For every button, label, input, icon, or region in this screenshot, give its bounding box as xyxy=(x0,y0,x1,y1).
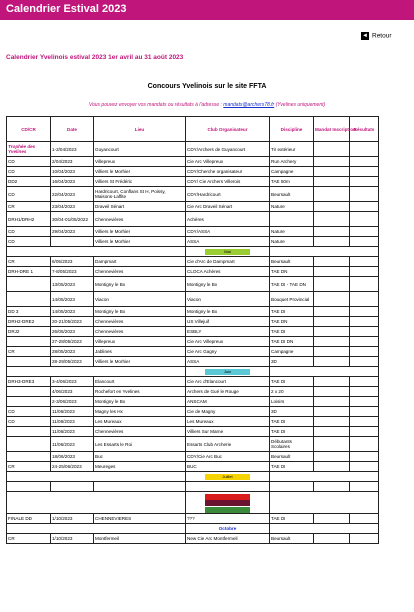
cell-club: CDY/Cherche organisateur xyxy=(186,167,270,177)
calendar-subtitle: Calendrier Yvelinois estival 2023 1er avril au 31 août 2023 xyxy=(6,54,184,61)
notice-text: Vous pouvez envoyer vos mandats ou résultats à l'adresse : xyxy=(88,102,224,108)
cell-club: CLOCA Achères xyxy=(186,267,270,277)
cell-cdcr: DRH1/DRH2 xyxy=(7,212,51,227)
cell-resultats[interactable] xyxy=(350,327,379,337)
cell-date: 10/04/2023 xyxy=(51,167,94,177)
cell-club: CDY/ASSA xyxy=(186,227,270,237)
cell-discipline xyxy=(270,482,314,492)
month-band-cell xyxy=(186,247,270,257)
cell-mandat[interactable] xyxy=(314,187,350,202)
month-band-bar: Mai xyxy=(205,249,250,255)
table-row xyxy=(7,327,379,337)
month-band-cell xyxy=(186,472,270,482)
col-date-header: Date xyxy=(51,117,94,142)
cell-mandat[interactable] xyxy=(314,317,350,327)
cell-club: Cie d'Arc de Dampmart xyxy=(186,257,270,267)
cell-club: Cie Arc d'Elancourt xyxy=(186,377,270,387)
cell-club: Montigny le Bx xyxy=(186,307,270,317)
cell-date xyxy=(51,237,94,247)
cell-resultats[interactable] xyxy=(350,142,379,157)
cell-lieu: Villiers le Morhier xyxy=(94,167,186,177)
cell-resultats[interactable] xyxy=(350,212,379,227)
month-band-cell xyxy=(186,492,270,514)
cell-mandat[interactable] xyxy=(314,377,350,387)
cell-cdcr: CD xyxy=(7,407,51,417)
table-row xyxy=(7,437,379,452)
cell-cdcr xyxy=(7,277,51,292)
cell-discipline: TAE DI xyxy=(270,327,314,337)
cell-mandat[interactable] xyxy=(314,407,350,417)
cell-mandat[interactable] xyxy=(314,212,350,227)
cell-lieu: Villiers le Morhier xyxy=(94,237,186,247)
cell-cdcr: CR xyxy=(7,202,51,212)
cell-resultats[interactable] xyxy=(350,452,379,462)
cell-lieu: Montigny le Bx xyxy=(94,397,186,407)
back-label: Retour xyxy=(372,32,392,40)
cell-club: US Villejuif xyxy=(186,317,270,327)
cell-discipline: Beursault xyxy=(270,187,314,202)
cell-mandat[interactable] xyxy=(314,417,350,427)
cell-discipline: Nature xyxy=(270,227,314,237)
cell-resultats[interactable] xyxy=(350,202,379,212)
cell-resultats[interactable] xyxy=(350,397,379,407)
cell-lieu: Buc xyxy=(94,452,186,462)
cell-cdcr: CD xyxy=(7,237,51,247)
cell-date: 11/06/2023 xyxy=(51,427,94,437)
cell-date: 26/05/2023 xyxy=(51,327,94,337)
cell-club: Cie Arc Villepreux xyxy=(186,337,270,347)
cell-date: 1-2/04/2023 xyxy=(51,142,94,157)
cell-club xyxy=(186,482,270,492)
cell-discipline: Campagne xyxy=(270,167,314,177)
table-row xyxy=(7,514,379,524)
cell-date: 22/04/2023 xyxy=(51,187,94,202)
cell-discipline: TAE DI - TAE DN xyxy=(270,277,314,292)
back-arrow-icon: ◄ xyxy=(362,33,368,39)
cell-cdcr: CD xyxy=(7,417,51,427)
month-band-row xyxy=(7,472,379,482)
cell-discipline: 2 x 20 xyxy=(270,387,314,397)
table-header-row xyxy=(7,117,379,142)
table-row xyxy=(7,347,379,357)
cell-lieu: Villiers St Frédéric xyxy=(94,177,186,187)
cell-resultats[interactable] xyxy=(350,514,379,524)
cell-resultats[interactable] xyxy=(350,427,379,437)
cell-discipline: Tir extérieur xyxy=(270,142,314,157)
cell-mandat[interactable] xyxy=(314,307,350,317)
cell-mandat[interactable] xyxy=(314,227,350,237)
cell-club: Montigny le Bx xyxy=(186,277,270,292)
table-body xyxy=(7,142,379,544)
table-row xyxy=(7,377,379,387)
table-row xyxy=(7,337,379,347)
cell-lieu: Montigny le Bx xyxy=(94,307,186,317)
col-club-header: Club Organisateur xyxy=(186,117,270,142)
cell-cdcr: CR xyxy=(7,347,51,357)
cell-lieu: Magny les Hx xyxy=(94,407,186,417)
table-row xyxy=(7,202,379,212)
notice-suffix: (Yvelines uniquement) xyxy=(274,102,326,108)
table-row xyxy=(7,387,379,397)
cell-mandat[interactable] xyxy=(314,462,350,472)
cell-date: 30/04-01/05/2022 xyxy=(51,212,94,227)
month-band-row xyxy=(7,367,379,377)
table-row xyxy=(7,167,379,177)
cell-cdcr: DRJ2 xyxy=(7,327,51,337)
col-mandat-header: Mandat Inscription xyxy=(314,117,350,142)
cell-discipline: TAE DN xyxy=(270,317,314,327)
band-spacer xyxy=(270,472,379,482)
table-row xyxy=(7,417,379,427)
cell-mandat[interactable] xyxy=(314,452,350,462)
cell-lieu: Villiers le Morhier xyxy=(94,227,186,237)
section-title: Concours Yvelinois sur le site FFTA xyxy=(147,83,267,90)
cell-discipline: TAE DI xyxy=(270,307,314,317)
cell-cdcr: CR xyxy=(7,462,51,472)
cell-date xyxy=(51,482,94,492)
cell-discipline: TAE DI xyxy=(270,514,314,524)
month-band-cell xyxy=(186,367,270,377)
table-row xyxy=(7,142,379,157)
cell-date: 23/04/2023 xyxy=(51,202,94,212)
cell-club: ANSCAM xyxy=(186,397,270,407)
table-row xyxy=(7,397,379,407)
cell-lieu: Hardricourt, Conflans St H, Poissy, Maisons-Laffite xyxy=(94,187,186,202)
cell-date: 11/06/2023 xyxy=(51,417,94,427)
cell-date: 4/06/2023 xyxy=(51,387,94,397)
cell-cdcr: CD xyxy=(7,157,51,167)
month-label: Octobre xyxy=(186,524,270,534)
band-spacer xyxy=(270,524,379,534)
cell-lieu: Elancourt xyxy=(94,377,186,387)
cell-resultats[interactable] xyxy=(350,267,379,277)
cell-resultats[interactable] xyxy=(350,482,379,492)
cell-cdcr xyxy=(7,387,51,397)
cell-lieu: Jablines xyxy=(94,347,186,357)
cell-date: 6/05/2023 xyxy=(51,257,94,267)
cell-club: Viacon xyxy=(186,292,270,307)
cell-mandat[interactable] xyxy=(314,177,350,187)
table-row xyxy=(7,157,379,167)
cell-resultats[interactable] xyxy=(350,227,379,237)
cell-resultats[interactable] xyxy=(350,277,379,292)
cell-lieu: Chennevières xyxy=(94,317,186,327)
cell-mandat[interactable] xyxy=(314,397,350,407)
band-spacer xyxy=(270,367,379,377)
cell-lieu: Meureges xyxy=(94,462,186,472)
cell-date: 28-29/05/2023 xyxy=(51,357,94,367)
cell-cdcr: DRH3-DRE3 xyxy=(7,377,51,387)
cell-lieu: Montigny le Bx xyxy=(94,277,186,292)
cell-club: Villiers Sur Marne xyxy=(186,427,270,437)
cell-cdcr xyxy=(7,452,51,462)
cell-cdcr: FINALE DD xyxy=(7,514,51,524)
cell-cdcr xyxy=(7,437,51,452)
table-row xyxy=(7,237,379,247)
cell-cdcr: DRH2-DRE2 xyxy=(7,317,51,327)
cell-resultats[interactable] xyxy=(350,157,379,167)
cell-club: CDY/Cie Arc Buc xyxy=(186,452,270,462)
cell-cdcr xyxy=(7,292,51,307)
cell-discipline: TAE DI xyxy=(270,462,314,472)
table-row xyxy=(7,427,379,437)
cell-lieu: Villepreux xyxy=(94,157,186,167)
cell-date: 20-21/05/2023 xyxy=(51,317,94,327)
cell-date: 11/06/2023 xyxy=(51,407,94,417)
cell-discipline: TAE DI xyxy=(270,427,314,437)
cell-resultats[interactable] xyxy=(350,534,379,544)
cell-cdcr xyxy=(7,427,51,437)
cell-lieu: Chennevières xyxy=(94,427,186,437)
cell-mandat[interactable] xyxy=(314,337,350,347)
cell-club: New Cie Arc Montfermeil xyxy=(186,534,270,544)
cell-mandat[interactable] xyxy=(314,514,350,524)
cell-date: 2-3/06/2023 xyxy=(51,397,94,407)
cell-club: CDY/ Cie Archers Villerois xyxy=(186,177,270,187)
cell-resultats[interactable] xyxy=(350,307,379,317)
cell-discipline: Campagne xyxy=(270,347,314,357)
cell-club: Cie Arc Gagny xyxy=(186,347,270,357)
cell-mandat[interactable] xyxy=(314,357,350,367)
table-row xyxy=(7,187,379,202)
cell-cdcr: CR xyxy=(7,534,51,544)
cell-cdcr: CR xyxy=(7,257,51,267)
cell-date: 2/04/2023 xyxy=(51,157,94,167)
cell-club: CDY/Hardricourt xyxy=(186,187,270,202)
cell-club: Achères xyxy=(186,212,270,227)
cell-date: 1/10/2023 xyxy=(51,514,94,524)
cell-mandat[interactable] xyxy=(314,482,350,492)
cell-resultats[interactable] xyxy=(350,377,379,387)
cell-lieu: Rochefort en Yvelines xyxy=(94,387,186,397)
table-row xyxy=(7,357,379,367)
month-band-row xyxy=(7,492,379,514)
cell-resultats[interactable] xyxy=(350,357,379,367)
cell-discipline: 3D xyxy=(270,407,314,417)
cell-resultats[interactable] xyxy=(350,167,379,177)
cell-mandat[interactable] xyxy=(314,157,350,167)
cell-lieu: Draveil Sénart xyxy=(94,202,186,212)
cell-date: 18/06/2023 xyxy=(51,452,94,462)
cell-lieu: Villepreux xyxy=(94,337,186,347)
table-row xyxy=(7,452,379,462)
cell-discipline: Run Archery xyxy=(270,157,314,167)
month-band-bar: Juillet xyxy=(205,474,250,480)
cell-mandat[interactable] xyxy=(314,534,350,544)
cell-lieu: CHENNEVIERES xyxy=(94,514,186,524)
cell-discipline: 3D xyxy=(270,357,314,367)
cell-lieu xyxy=(94,482,186,492)
table-row xyxy=(7,407,379,417)
cell-cdcr xyxy=(7,482,51,492)
cell-lieu: Villiers le Morhier xyxy=(94,357,186,367)
cell-cdcr: DRH-DRE 1 xyxy=(7,267,51,277)
cell-mandat[interactable] xyxy=(314,167,350,177)
table-row xyxy=(7,257,379,267)
cell-date: 1/10/2023 xyxy=(51,534,94,544)
cell-resultats[interactable] xyxy=(350,387,379,397)
cell-mandat[interactable] xyxy=(314,142,350,157)
table-row xyxy=(7,307,379,317)
cell-club: ASSA xyxy=(186,357,270,367)
cell-resultats[interactable] xyxy=(350,407,379,417)
cell-lieu: Viacon xyxy=(94,292,186,307)
cell-resultats[interactable] xyxy=(350,347,379,357)
cell-lieu: Chennevières xyxy=(94,327,186,337)
cell-mandat[interactable] xyxy=(314,427,350,437)
cell-date: 3-4/06/2023 xyxy=(51,377,94,387)
cell-resultats[interactable] xyxy=(350,317,379,327)
table-row xyxy=(7,277,379,292)
cell-lieu: Montfermeil xyxy=(94,534,186,544)
cell-discipline: Beursault xyxy=(270,534,314,544)
cell-resultats[interactable] xyxy=(350,257,379,267)
events-table xyxy=(6,116,379,544)
cell-club: Cie Arc Draveil Sénart xyxy=(186,202,270,212)
cell-mandat[interactable] xyxy=(314,277,350,292)
cell-lieu: Les Mureaux xyxy=(94,417,186,427)
table-row xyxy=(7,534,379,544)
month-label-row xyxy=(7,524,379,534)
cell-mandat[interactable] xyxy=(314,202,350,212)
cell-date: 16/04/2023 xyxy=(51,177,94,187)
month-band-bar: Juin xyxy=(205,369,250,375)
cell-discipline: TAE DI DN xyxy=(270,337,314,347)
cell-resultats[interactable] xyxy=(350,187,379,202)
month-band-row xyxy=(7,247,379,257)
col-lieu-header: Lieu xyxy=(94,117,186,142)
cell-lieu: Chennevières xyxy=(94,267,186,277)
page-title: Calendrier Estival 2023 xyxy=(6,3,127,15)
cell-resultats[interactable] xyxy=(350,237,379,247)
table-row xyxy=(7,227,379,237)
cell-club: Essarts Club Archerie xyxy=(186,437,270,452)
cell-discipline: TAE DN xyxy=(270,267,314,277)
cell-discipline: Beursault xyxy=(270,452,314,462)
cell-discipline: TAE 50m xyxy=(270,177,314,187)
cell-club: CDY/Archers de Guyancourt xyxy=(186,142,270,157)
cell-lieu: Guyancourt xyxy=(94,142,186,157)
cell-lieu: Chennevières xyxy=(94,212,186,227)
cell-date: 29/04/2023 xyxy=(51,227,94,237)
cell-cdcr: Trophée des Yvelines xyxy=(7,142,51,157)
cell-club: ASSA xyxy=(186,237,270,247)
month-band-bar xyxy=(205,494,250,500)
cell-mandat[interactable] xyxy=(314,327,350,337)
cell-discipline: Nature xyxy=(270,237,314,247)
cell-club: Les Mureaux xyxy=(186,417,270,427)
cell-cdcr: CD xyxy=(7,227,51,237)
cell-resultats[interactable] xyxy=(350,417,379,427)
cell-cdcr xyxy=(7,357,51,367)
cell-mandat[interactable] xyxy=(314,347,350,357)
cell-date: 14/05/2023 xyxy=(51,307,94,317)
cell-mandat[interactable] xyxy=(314,387,350,397)
cell-mandat[interactable] xyxy=(314,237,350,247)
cell-cdcr: CD xyxy=(7,167,51,177)
cell-cdcr: CD xyxy=(7,187,51,202)
cell-mandat[interactable] xyxy=(314,267,350,277)
back-link[interactable] xyxy=(361,32,392,40)
cell-club: Cie de Magny xyxy=(186,407,270,417)
cell-cdcr: DD 3 xyxy=(7,307,51,317)
cell-discipline xyxy=(270,212,314,227)
table-row xyxy=(7,267,379,277)
cell-resultats[interactable] xyxy=(350,177,379,187)
mandate-notice xyxy=(0,102,414,108)
cell-cdcr xyxy=(7,397,51,407)
email-link[interactable]: mandats@archers78.fr xyxy=(223,102,275,108)
table-row xyxy=(7,177,379,187)
cell-discipline: Débutants Scolaires xyxy=(270,437,314,452)
cell-discipline: Beursault xyxy=(270,257,314,267)
cell-mandat[interactable] xyxy=(314,437,350,452)
title-bar xyxy=(0,0,414,20)
cell-date: 11/06/2023 xyxy=(51,437,94,452)
cell-resultats[interactable] xyxy=(350,292,379,307)
cell-lieu: Les Essarts le Roi xyxy=(94,437,186,452)
table-row xyxy=(7,317,379,327)
band-spacer xyxy=(270,492,379,514)
cell-discipline: Nature xyxy=(270,202,314,212)
cell-resultats[interactable] xyxy=(350,337,379,347)
cell-discipline: Bouquet Provincial xyxy=(270,292,314,307)
cell-cdcr xyxy=(7,337,51,347)
cell-club: ??? xyxy=(186,514,270,524)
cell-date: 13/05/2023 xyxy=(51,277,94,292)
cell-cdcr: DD2 xyxy=(7,177,51,187)
cell-discipline: Loisirs xyxy=(270,397,314,407)
cell-date: 7-8/05/2023 xyxy=(51,267,94,277)
col-discipline-header: Discipline xyxy=(270,117,314,142)
cell-club: Cie Arc Villepreux xyxy=(186,157,270,167)
col-resultats-header: Résultats xyxy=(350,117,379,142)
band-spacer xyxy=(7,247,186,257)
cell-date: 28/05/2023 xyxy=(51,347,94,357)
cell-resultats[interactable] xyxy=(350,462,379,472)
cell-discipline: TAE DI xyxy=(270,377,314,387)
table-row xyxy=(7,482,379,492)
table-row xyxy=(7,212,379,227)
band-spacer xyxy=(7,367,186,377)
band-spacer xyxy=(7,492,186,514)
cell-discipline: TAE DI xyxy=(270,417,314,427)
cell-club: Archers de Gué le Rouge xyxy=(186,387,270,397)
month-band-bar xyxy=(205,500,250,506)
table-row xyxy=(7,292,379,307)
cell-lieu: Dampmart xyxy=(94,257,186,267)
table-row xyxy=(7,462,379,472)
cell-club: ESBLY xyxy=(186,327,270,337)
cell-resultats[interactable] xyxy=(350,437,379,452)
cell-club: BUC xyxy=(186,462,270,472)
cell-mandat[interactable] xyxy=(314,292,350,307)
cell-date: 27-28/05/2023 xyxy=(51,337,94,347)
col-cdcr-header: CD/CR xyxy=(7,117,51,142)
band-spacer xyxy=(270,247,379,257)
month-band-bar xyxy=(205,507,250,513)
band-spacer xyxy=(7,472,186,482)
band-spacer xyxy=(7,524,186,534)
cell-mandat[interactable] xyxy=(314,257,350,267)
cell-date: 24-25/06/2023 xyxy=(51,462,94,472)
cell-date: 14/05/2023 xyxy=(51,292,94,307)
